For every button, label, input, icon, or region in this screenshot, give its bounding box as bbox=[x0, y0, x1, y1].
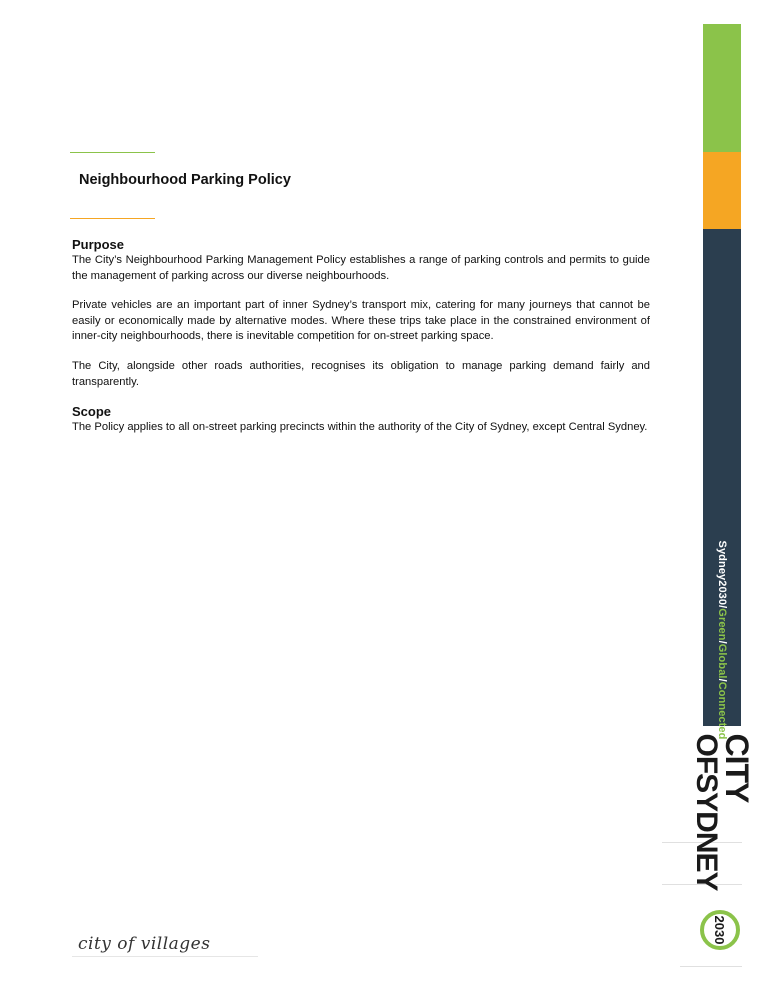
green-accent-rule bbox=[70, 152, 155, 153]
orange-accent-rule bbox=[70, 218, 155, 219]
tagline-connected: Connected bbox=[716, 681, 728, 740]
footer-divider bbox=[72, 956, 258, 957]
section-heading-purpose: Purpose bbox=[72, 237, 125, 252]
city-of-villages-signature: city of villages bbox=[78, 934, 211, 954]
purpose-paragraph-1: The City’s Neighbourhood Parking Management Policy establishes a range of parking controls and permits to guide the management of parking across our diverse neighbourhoods. bbox=[72, 254, 650, 282]
document-body bbox=[72, 237, 650, 450]
tagline-sydney2030: Sydney2030 bbox=[716, 540, 728, 606]
sydney-2030-badge: 2030 bbox=[700, 910, 740, 950]
tagline-separator: / bbox=[716, 640, 728, 644]
logo-ofsydney-text: OFSYDNEY bbox=[690, 733, 723, 891]
purpose-paragraph-2: Private vehicles are an important part of inner Sydney’s transport mix, catering for many journeys that cannot be easily or economically made by alternative modes. Where these trips take place in the constrained environment of inner-city neighbourhoods, there is inevitable competition for on-street parking space. bbox=[72, 299, 650, 343]
tagline-separator: / bbox=[716, 605, 728, 609]
sidebar-orange-block bbox=[703, 152, 741, 229]
tagline-green: Green bbox=[716, 608, 728, 641]
purpose-paragraph-3: The City, alongside other roads authorities, recognises its obligation to manage parking demand fairly and transparently. bbox=[72, 359, 650, 388]
sidebar-green-block bbox=[703, 24, 741, 152]
logo-city-text: CITY bbox=[719, 733, 755, 803]
side-divider bbox=[680, 966, 742, 967]
tagline-global: Global bbox=[716, 643, 728, 679]
scope-paragraph-1: The Policy applies to all on-street parking precincts within the authority of the City of Sydney, except Central Sydney. bbox=[72, 421, 648, 434]
sydney2030-tagline bbox=[716, 541, 728, 740]
tagline-separator: / bbox=[716, 678, 728, 682]
page-title: Neighbourhood Parking Policy bbox=[79, 172, 291, 188]
city-of-sydney-logo bbox=[691, 733, 753, 890]
section-heading-scope: Scope bbox=[72, 404, 112, 420]
